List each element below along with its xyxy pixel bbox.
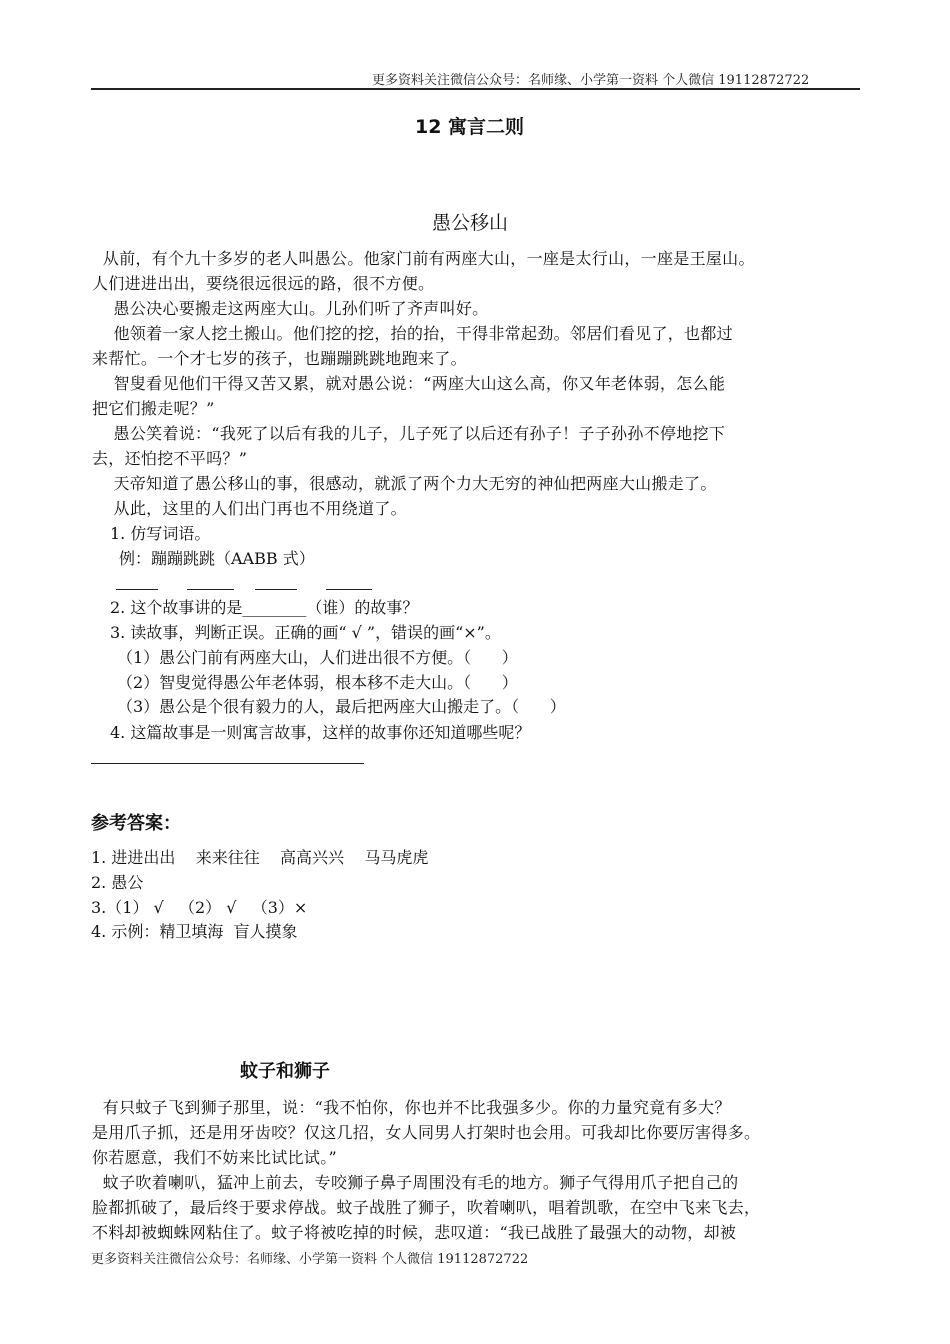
story1-line: 他领着一家人挖土搬山。他们挖的挖，抬的抬，干得非常起劲。邻居们看见了，也都过 — [92, 324, 733, 343]
story1-line: 愚公笑着说：“我死了以后有我的儿子，儿子死了以后还有孙子！子子孙孙不停地挖下 — [92, 424, 726, 443]
answer-line: 1. 进进出出 来来往往 高高兴兴 马马虎虎 — [91, 848, 429, 867]
answer-blank-1[interactable] — [116, 589, 158, 590]
question-1-example: 例：蹦蹦跳跳（AABB 式） — [119, 549, 315, 568]
story1-line: 来帮忙。一个才七岁的孩子，也蹦蹦跳跳地跑来了。 — [92, 349, 467, 368]
question-3: 3. 读故事，判断正误。正确的画“ √ ”，错误的画“×”。 — [110, 623, 501, 642]
question-1: 1. 仿写词语。 — [110, 524, 211, 543]
question-2: 2. 这个故事讲的是________（谁）的故事？ — [110, 598, 419, 617]
story2-title: 蚊子和狮子 — [240, 1061, 330, 1082]
page-header: 更多资料关注微信公众号：名师缘、小学第一资料 个人微信 19112872722 — [372, 73, 810, 88]
answer-line: 2. 愚公 — [91, 873, 144, 892]
story1-line: 智叟看见他们干得又苦又累，就对愚公说：“两座大山这么高，你又年老体弱，怎么能 — [92, 374, 726, 393]
story2-line: 是用爪子抓，还是用牙齿咬？仅这几招，女人同男人打架时也会用。可我却比你要厉害得多。 — [92, 1123, 761, 1142]
story1-line: 人们进进出出，要绕很远很远的路，很不方便。 — [92, 274, 435, 293]
answer-blank-2[interactable] — [187, 589, 234, 590]
story1-line: 去，还怕挖不平吗？” — [92, 449, 248, 468]
story2-line: 你若愿意，我们不妨来比试比试。” — [92, 1148, 337, 1167]
question-3-item: （1）愚公门前有两座大山，人们进出很不方便。（ ） — [117, 648, 518, 667]
story1-line: 天帝知道了愚公移山的事，很感动，就派了两个力大无穷的神仙把两座大山搬走了。 — [92, 474, 717, 493]
answer-line: 3.（1） √ （2） √ （3）× — [91, 898, 308, 917]
answer-blank-3[interactable] — [255, 589, 297, 590]
question-4: 4. 这篇故事是一则寓言故事，这样的故事你还知道哪些呢？ — [110, 723, 531, 742]
answer-line: 4. 示例：精卫填海 盲人摸象 — [91, 922, 298, 941]
page-footer: 更多资料关注微信公众号：名师缘、小学第一资料 个人微信 19112872722 — [91, 1252, 529, 1267]
answer-blank-4[interactable] — [326, 589, 372, 590]
story2-line: 蚊子吹着喇叭，猛冲上前去，专咬狮子鼻子周围没有毛的地方。狮子气得用爪子把自己的 — [92, 1173, 739, 1192]
question-3-item: （3）愚公是个很有毅力的人，最后把两座大山搬走了。（ ） — [117, 697, 566, 716]
answers-title: 参考答案： — [91, 813, 181, 834]
story1-line: 把它们搬走呢？” — [92, 399, 215, 418]
question-4-answer-line[interactable] — [91, 763, 364, 764]
story1-title: 愚公移山 — [432, 212, 509, 234]
story1-line: 从此，这里的人们出门再也不用绕道了。 — [92, 499, 407, 518]
story1-line: 从前，有个九十多岁的老人叫愚公。他家门前有两座大山，一座是太行山，一座是王屋山。 — [92, 249, 755, 268]
story2-line: 有只蚊子飞到狮子那里，说：“我不怕你，你也并不比我强多少。你的力量究竟有多大？ — [92, 1098, 731, 1117]
question-3-item: （2）智叟觉得愚公年老体弱，根本移不走大山。（ ） — [117, 673, 518, 692]
story2-line: 脸都抓破了，最后终于要求停战。蚊子战胜了狮子，吹着喇叭，唱着凯歌，在空中飞来飞去， — [92, 1198, 761, 1217]
story2-line: 不料却被蜘蛛网粘住了。蚊子将被吃掉的时候，悲叹道：“我已战胜了最强大的动物，却被 — [92, 1223, 737, 1242]
story1-line: 愚公决心要搬走这两座大山。儿孙们听了齐声叫好。 — [92, 299, 489, 318]
lesson-title: 12 寓言二则 — [415, 116, 525, 138]
header-rule — [91, 88, 860, 90]
